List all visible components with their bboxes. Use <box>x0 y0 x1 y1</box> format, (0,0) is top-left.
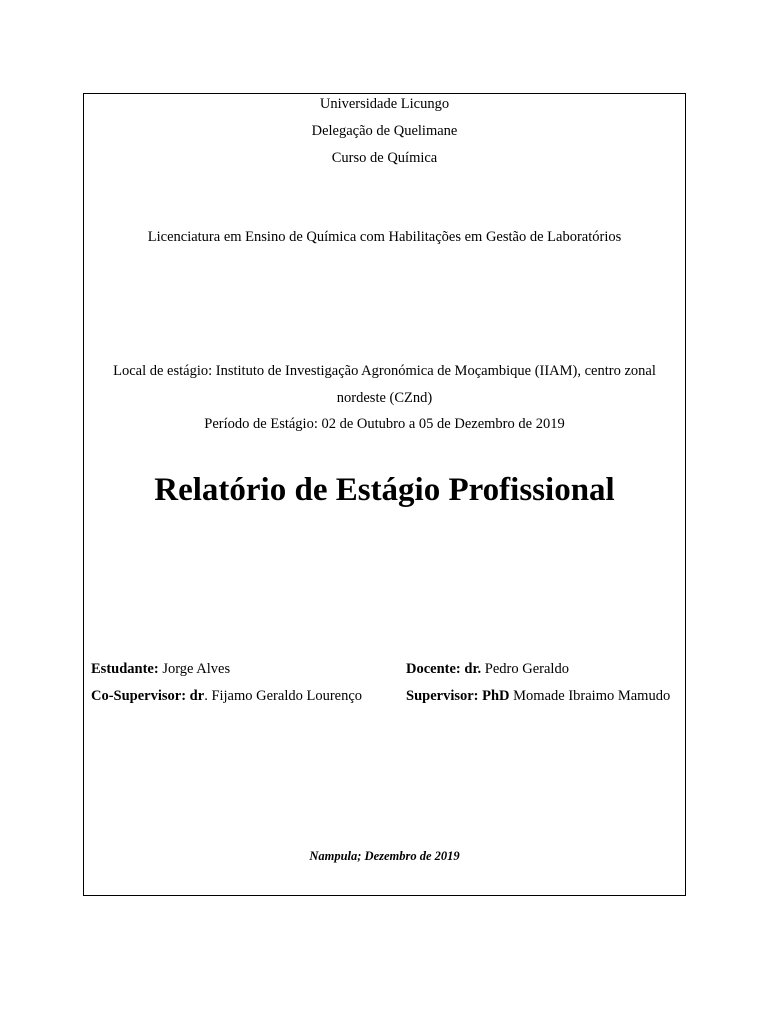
teacher-name: Pedro Geraldo <box>484 661 569 677</box>
cover-page-frame <box>83 93 686 896</box>
internship-period: Período de Estágio: 02 de Outubro a 05 de Dezembro de 2019 <box>204 416 565 432</box>
supervisor-info <box>406 687 670 705</box>
cosupervisor-label: Co-Supervisor: dr <box>91 688 205 704</box>
course-name: Curso de Química <box>331 150 438 166</box>
cosupervisor-name: . Fijamo Geraldo Lourenço <box>204 688 363 704</box>
cosupervisor-info <box>91 687 362 705</box>
university-name: Universidade Licungo <box>319 96 450 112</box>
teacher-info <box>406 660 569 678</box>
supervisor-name: Momade Ibraimo Mamudo <box>513 688 671 704</box>
internship-location-line1: Local de estágio: Instituto de Investigação Agronómica de Moçambique (IIAM), centro zonal <box>113 363 656 379</box>
delegation-name: Delegação de Quelimane <box>311 123 458 139</box>
internship-location-line2: nordeste (CZnd) <box>336 390 433 406</box>
student-label: Estudante: <box>91 661 159 677</box>
degree-title: Licenciatura em Ensino de Química com Habilitações em Gestão de Laboratórios <box>147 229 622 245</box>
student-info <box>91 660 230 678</box>
supervisor-label: Supervisor: PhD <box>406 688 510 704</box>
student-name: Jorge Alves <box>162 661 231 677</box>
place-and-date: Nampula; Dezembro de 2019 <box>309 849 460 863</box>
teacher-label: Docente: dr. <box>406 661 482 677</box>
report-title: Relatório de Estágio Profissional <box>154 472 615 508</box>
